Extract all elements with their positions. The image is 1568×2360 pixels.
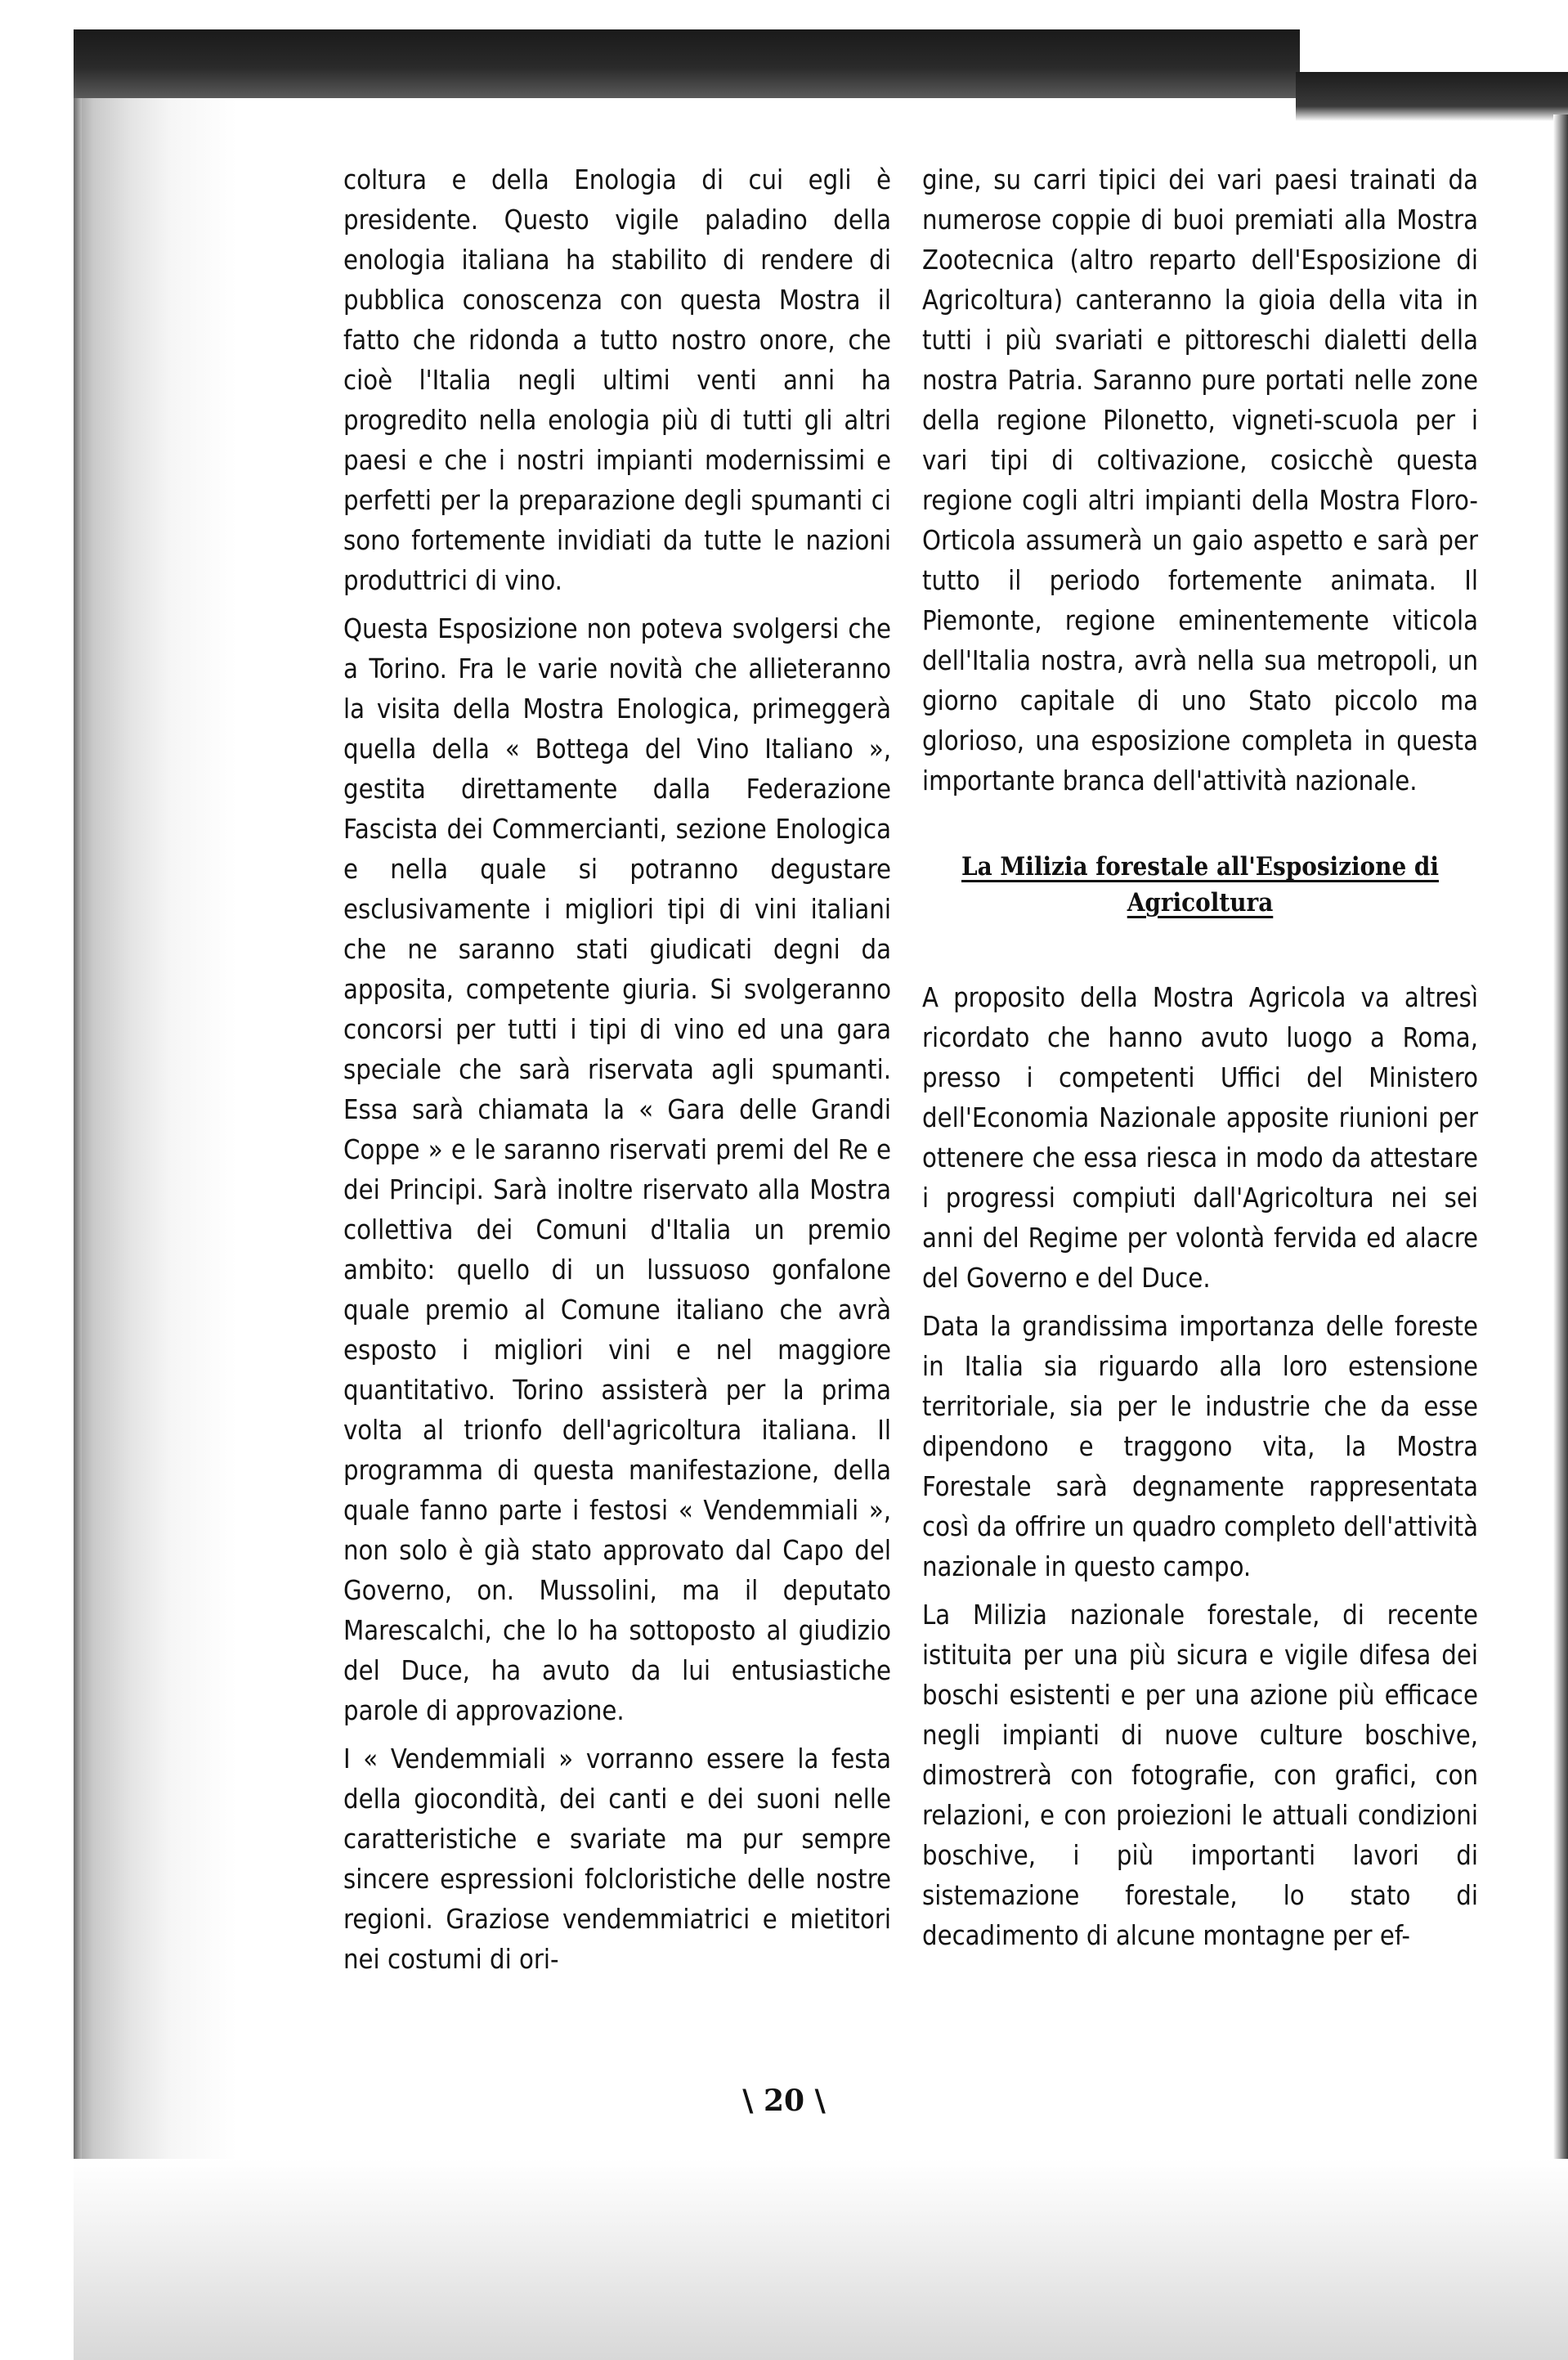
section-heading-line-2: Agricoltura — [1127, 888, 1274, 918]
scan-shadow-right — [1553, 114, 1568, 2159]
scan-shadow-top-right — [1296, 72, 1568, 121]
right-paragraph-1: gine, su carri tipici dei vari paesi trainati da numerose coppie di buoi premiati alla Mostra Zootecnica (altro reparto dell'Esposizione di Agricoltura) canteranno la gioia della vita in tutti i più svariati e pittoreschi dialetti della nostra Patria. Saranno pure portati nelle zone della regione Pilonetto, vigneti-scuola per i vari tipi di coltivazione, cosicchè questa regione cogli altri impianti della Mostra Floro-Orticola assumerà un gaio aspetto e sarà per tutto il periodo fortemente animata. Il Piemonte, regione eminentemente viticola dell'Italia nostra, avrà nella sua metropoli, un giorno capitale di uno Stato piccolo ma glorioso, una esposizione completa in questa importante branca dell'attività nazionale. — [922, 164, 1478, 796]
page-number: \ 20 \ — [742, 2084, 826, 2118]
right-paragraph-3: Data la grandissima importanza delle foreste in Italia sia riguardo alla loro estensione territoriale, sia per le industrie che da esse dipendono e traggono vita, la Mostra Forestale sarà degnamente rappresentata così da offrire un quadro completo dell'attività nazionale in questo campo. — [922, 1311, 1478, 1582]
left-paragraph-2: Questa Esposizione non poteva svolgersi che a Torino. Fra le varie novità che allieteranno la visita della Mostra Enologica, primeggerà quella della « Bottega del Vino Italiano », gestita direttamente dalla Federazione Fascista dei Commercianti, sezione Enologica e nella quale si potranno degustare esclusivamente i migliori tipi di vini italiani che ne saranno stati giudicati degni da apposita, competente giuria. Si svolgeranno concorsi per tutti i tipi di vino ed una gara speciale che sarà riservata agli spumanti. Essa sarà chiamata la « Gara delle Grandi Coppe » e le saranno riservati premi del Re e dei Principi. Sarà inoltre riservato alla Mostra collettiva dei Comuni d'Italia un premio ambito: quello di un lussuoso gonfalone quale premio al Comune italiano che avrà esposto i migliori vini e nel maggiore quantitativo. Torino assisterà per la prima volta al trionfo dell'agricoltura italiana. Il programma di questa manifestazione, della quale fanno parte i festosi « Vendemmiali », non solo è già stato approvato dal Capo del Governo, on. Mussolini, ma il deputato Marescalchi, che lo ha sottoposto al giudizio del Duce, ha avuto da lui entusiastiche parole di approvazione. — [343, 613, 891, 1726]
scan-binding-edge — [74, 90, 82, 2159]
scan-shadow-left — [74, 90, 237, 2159]
right-column — [922, 160, 1478, 1956]
right-paragraph-2: A proposito della Mostra Agricola va altresì ricordato che hanno avuto luogo a Roma, presso i competenti Uffici del Ministero dell'Economia Nazionale apposite riunioni per ottenere che essa riesca in modo da attestare i progressi compiuti dall'Agricoltura nei sei anni del Regime per volontà fervida ed alacre del Governo e del Duce. — [922, 982, 1478, 1294]
right-paragraph-4: La Milizia nazionale forestale, di recente istituita per una più sicura e vigile difesa dei boschi esistenti e per una azione più efficace negli impianti di nuove culture boschive, dimostrerà con fotografie, con grafici, con relazioni, e con proiezioni le attuali condizioni boschive, i più importanti lavori di sistemazione forestale, lo stato di decadimento di alcune montagne per ef- — [922, 1600, 1478, 1951]
left-column — [343, 160, 891, 1980]
scan-shadow-bottom — [74, 2159, 1568, 2360]
section-heading-line-1: La Milizia forestale all'Esposizione di — [961, 852, 1439, 882]
left-paragraph-3: I « Vendemmiali » vorranno essere la festa della giocondità, dei canti e dei suoni nelle caratteristiche e svariate ma pur sempre sincere espressioni folcloristiche delle nostre regioni. Graziose vendemmiatrici e mietitori nei costumi di ori- — [343, 1743, 891, 1975]
section-heading — [922, 849, 1478, 921]
scan-shadow-top — [74, 29, 1300, 98]
left-paragraph-1: coltura e della Enologia di cui egli è presidente. Questo vigile paladino della enologia italiana ha stabilito di rendere di pubblica conoscenza con questa Mostra il fatto che ridonda a tutto nostro onore, che cioè l'Italia negli ultimi venti anni ha progredito nella enologia più di tutti gli altri paesi e che i nostri impianti modernissimi e perfetti per la preparazione degli spumanti ci sono fortemente invidiati da tutte le nazioni produttrici di vino. — [343, 164, 891, 596]
